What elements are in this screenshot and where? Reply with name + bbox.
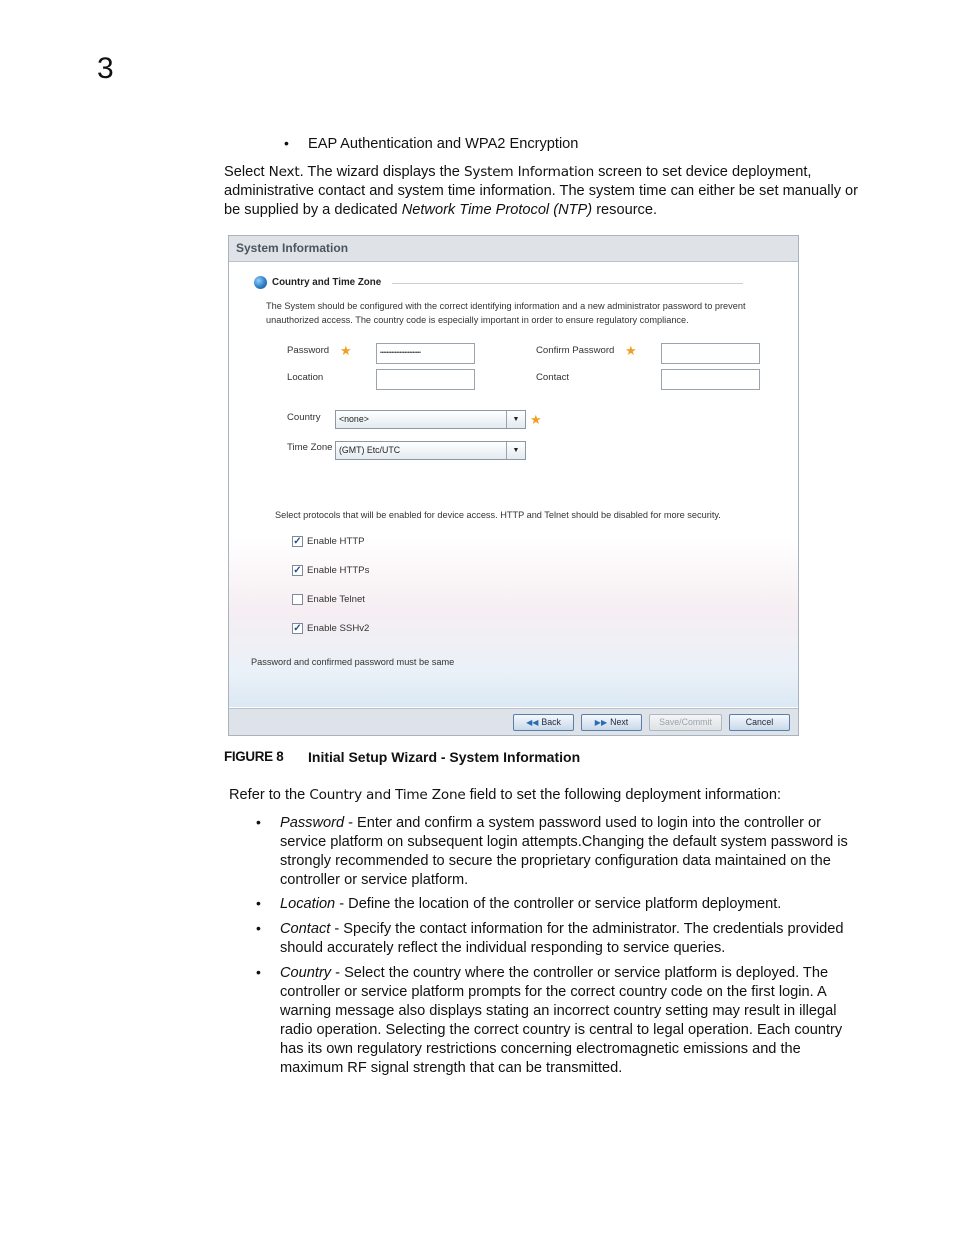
back-arrow-icon: ◀◀ (526, 718, 539, 727)
enable-http-label: Enable HTTP (307, 536, 365, 547)
intro-paragraph (224, 163, 904, 220)
next-arrow-icon: ▶▶ (594, 718, 608, 727)
section-divider (392, 283, 743, 284)
bullet-dot: • (284, 135, 289, 151)
system-information-reference: System Information (463, 164, 595, 180)
cancel-button[interactable]: Cancel (729, 714, 790, 731)
back-button[interactable]: ◀◀ Back (513, 714, 574, 731)
enable-sshv2-checkbox[interactable]: ✓ (293, 623, 302, 634)
figure-label: FIGURE 8 (224, 749, 284, 764)
enable-https-checkbox[interactable]: ✓ (293, 565, 302, 576)
timezone-label: Time Zone (287, 442, 333, 453)
required-star-icon: ★ (625, 343, 637, 358)
location-label: Location (287, 372, 324, 383)
country-select-value: <none> (339, 414, 369, 424)
confirm-password-label: Confirm Password (536, 345, 615, 356)
location-input[interactable] (376, 369, 475, 390)
country-bullet: Country - Select the country where the controller or service platform is deployed. The controller or service platform prompts for the correct country code on the first login. A warning message also displays stating an incorrect country setting may result in illegal radio operation. Selecting the correct country is central to legal operation. Each country has its own regulatory restrictions concerning electromagnetic emissions and the maximum RF signal strength that can be transmitted. (280, 965, 843, 1076)
paragraph-line: Select Next. The wizard displays the System Information screen to set device deployment, (224, 164, 812, 180)
enable-sshv2-label: Enable SSHv2 (307, 623, 370, 634)
section-description: The System should be configured with the correct identifying information and a new administrator password to prevent unauthorized access. The country code is especially important in order to ensure regulatory compliance. (266, 301, 746, 325)
location-bullet: Location - Define the location of the controller or service platform deployment. (280, 896, 782, 912)
ntp-term: Network Time Protocol (NTP) (401, 202, 593, 218)
figure-title: Initial Setup Wizard - System Information (308, 749, 581, 765)
screen-title: System Information (229, 236, 798, 262)
password-bullet: Password - Enter and confirm a system password used to login into the controller or service platform on subsequent login attempts.Changing the default system password is strongly recommended to secure the proprietary configuration data maintained on the controller or service platform. (280, 815, 848, 888)
country-select[interactable] (335, 410, 526, 429)
next-reference: Next. (268, 164, 304, 180)
bullet-dot: • (256, 920, 261, 936)
enable-https-label: Enable HTTPs (307, 565, 370, 576)
bullet-dot: • (256, 814, 261, 830)
required-star-icon: ★ (530, 412, 542, 427)
enable-http-checkbox[interactable]: ✓ (293, 536, 302, 547)
enable-telnet-checkbox[interactable] (292, 594, 303, 605)
paragraph-line: administrative contact and system time information. The system time can either be set manually or (224, 183, 859, 199)
timezone-select[interactable] (335, 441, 526, 460)
bullet-dot: • (256, 964, 261, 980)
section-heading: Country and Time Zone (272, 277, 382, 288)
intro-bullet: EAP Authentication and WPA2 Encryption (308, 136, 579, 152)
globe-icon (254, 276, 267, 289)
protocols-instruction: Select protocols that will be enabled for device access. HTTP and Telnet should be disabled for more security. (275, 510, 721, 520)
contact-input[interactable] (661, 369, 760, 390)
save-commit-button[interactable]: Save/Commit (649, 714, 722, 731)
paragraph-line: be supplied by a dedicated Network Time Protocol (NTP) resource. (224, 202, 658, 218)
password-label: Password (287, 345, 330, 356)
dropdown-arrow-icon: ▼ (506, 411, 525, 428)
next-button[interactable]: ▶▶ Next (581, 714, 642, 731)
country-label: Country (287, 412, 321, 423)
password-input[interactable]: ••••••••••••••••••••••••• (376, 343, 475, 364)
error-message: Password and confirmed password must be same (251, 657, 455, 667)
enable-telnet-label: Enable Telnet (307, 594, 365, 605)
required-star-icon: ★ (340, 343, 352, 358)
chapter-number: 3 (97, 52, 114, 85)
refer-paragraph: Refer to the Country and Time Zone field to set the following deployment information: (229, 787, 782, 803)
screen-body (229, 262, 798, 707)
bullet-dot: • (256, 895, 261, 911)
country-time-zone-reference: Country and Time Zone (309, 787, 466, 803)
contact-label: Contact (536, 372, 570, 383)
contact-bullet: Contact - Specify the contact information for the administrator. The credentials provided should accurately reflect the individual responding to service queries. (280, 921, 844, 956)
confirm-password-input[interactable] (661, 343, 760, 364)
dropdown-arrow-icon: ▼ (506, 442, 525, 459)
timezone-select-value: (GMT) Etc/UTC (339, 445, 401, 455)
